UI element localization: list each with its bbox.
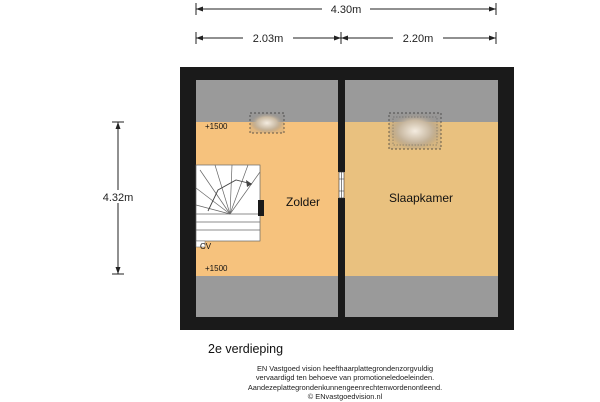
disclaimer-line: © ENvastgoedvision.nl: [307, 392, 383, 402]
height-annotation-bottom: +1500: [205, 264, 228, 273]
skylight-slaapkamer: [389, 113, 441, 149]
staircase: [196, 165, 264, 241]
floor-title: 2e verdieping: [208, 342, 284, 356]
dimension-total-width: [196, 2, 496, 16]
dimension-depth: [93, 122, 143, 274]
disclaimer-line: EN Vastgoed vision heefthaarplattegrondenzorgvuldig: [256, 364, 434, 373]
left-width-label: 2.03m: [252, 33, 284, 45]
disclaimer-line: Aandezeplattegrondenkunnengeenrechtenwordenontleend.: [247, 382, 443, 392]
cv-label: CV: [200, 242, 212, 251]
room-label-slaapkamer: Slaapkamer: [388, 191, 454, 205]
room-label-zolder: Zolder: [285, 195, 321, 209]
interior-door: [338, 172, 345, 198]
dimension-room-widths: [196, 31, 496, 45]
height-annotation-top: +1500: [205, 122, 228, 131]
disclaimer: [190, 364, 500, 402]
total-width-label: 4.30m: [330, 4, 362, 16]
skylight-zolder: [250, 113, 284, 133]
right-width-label: 2.20m: [402, 33, 434, 45]
disclaimer-line: vervaardigd ten behoeve van promotioneledoeleinden.: [255, 373, 435, 383]
depth-label: 4.32m: [102, 192, 134, 204]
